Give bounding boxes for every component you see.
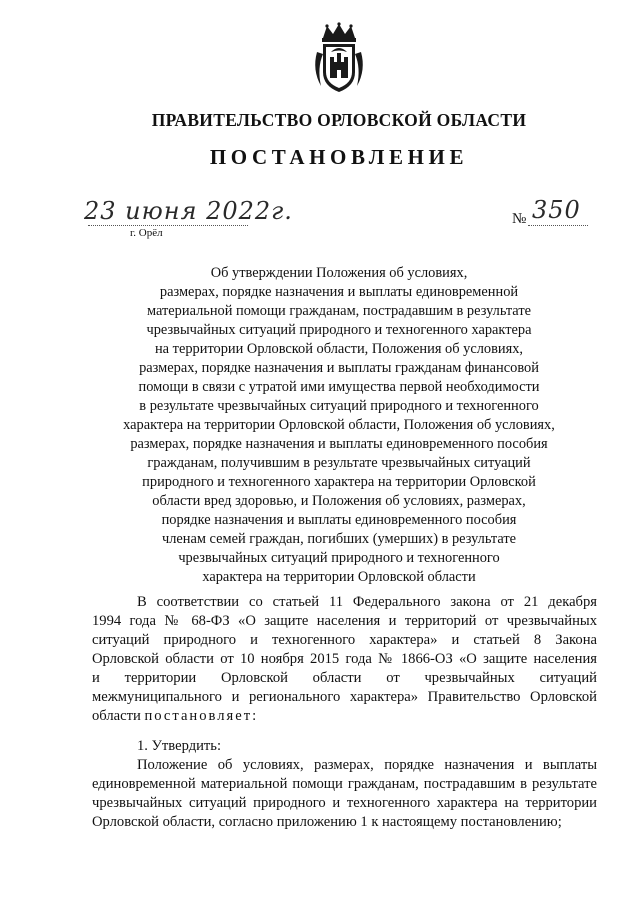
subject-line: на территории Орловской области, Положения об условиях, (154, 341, 524, 357)
subject-line: помощи в связи с утратой ими имущества первой необходимости (138, 379, 540, 395)
subject-line: Об утверждении Положения об условиях, (210, 265, 468, 281)
subject-line: гражданам, получившим в результате чрезвычайных ситуаций (147, 455, 531, 471)
number-underline (528, 225, 588, 226)
item-1-line: Положение об условиях, размерах, порядке назначения и выплаты (137, 757, 597, 773)
subject-line: характера на территории Орловской области (202, 569, 476, 585)
subject-line: членам семей граждан, погибших (умерших) в результате (161, 531, 517, 547)
number-label: № (512, 211, 527, 227)
preamble-paragraph (92, 593, 597, 726)
subject-line: размерах, порядке назначения и выплаты гражданам финансовой (139, 360, 539, 376)
subject-line: материальной помощи гражданам, пострадавшим в результате (146, 303, 531, 319)
preamble-line: В соответствии со статьей 11 Федерального закона от 21 декабря (137, 594, 597, 610)
preamble-line: 1994 года № 68-ФЗ «О защите населения и территорий от чрезвычайных (92, 613, 597, 629)
subject-line: размерах, порядке назначения и выплаты единовременного пособия (130, 436, 548, 452)
government-title: ПРАВИТЕЛЬСТВО ОРЛОВСКОЙ ОБЛАСТИ (151, 110, 527, 130)
subject-line: порядке назначения и выплаты единовременного пособия (161, 512, 517, 528)
resolution-subject (100, 264, 578, 587)
preamble-last-line (92, 707, 597, 726)
item-1 (92, 737, 597, 832)
handwritten-number: 350 (532, 196, 581, 224)
subject-line: в результате чрезвычайных ситуаций природного и техногенного (139, 398, 539, 414)
preamble-line: и территории Орловской области от чрезвычайных ситуаций (92, 670, 597, 686)
item-1-line: единовременной материальной помощи гражданам, пострадавшим в результате (92, 776, 597, 792)
item-1-line: чрезвычайных ситуаций природного и техногенного характера на территории (92, 795, 597, 811)
coat-of-arms-icon (311, 22, 367, 96)
preamble-last-prefix: области (92, 708, 141, 724)
handwritten-date: 23 июня 2022г. (84, 197, 293, 225)
preamble-line: межмуниципального и регионального характера» Правительство Орловской (92, 689, 597, 705)
subject-line: чрезвычайных ситуаций природного и техногенного (178, 550, 500, 566)
subject-line: области вред здоровью, и Положения об условиях, размерах, (152, 493, 526, 509)
decree-verb: постановляет: (144, 708, 259, 724)
city-label: г. Орёл (130, 227, 163, 239)
item-1-heading: 1. Утвердить: (137, 738, 222, 754)
subject-line: размерах, порядке назначения и выплаты единовременной (159, 284, 519, 300)
subject-line: характера на территории Орловской области, Положения об условиях, (123, 417, 555, 433)
item-1-line: Орловской области, согласно приложению 1 к настоящему постановлению; (92, 814, 562, 830)
preamble-line: Орловской области от 10 ноября 2015 года № 1866-ОЗ «О защите населения (92, 651, 597, 667)
preamble-line: ситуаций природного и техногенного характера» и статьей 8 Закона (92, 632, 597, 648)
document-type: ПОСТАНОВЛЕНИЕ (209, 145, 469, 169)
date-underline (88, 225, 248, 226)
subject-line: природного и техногенного характера на территории Орловской (142, 474, 536, 490)
subject-line: чрезвычайных ситуаций природного и техногенного характера (146, 322, 532, 338)
